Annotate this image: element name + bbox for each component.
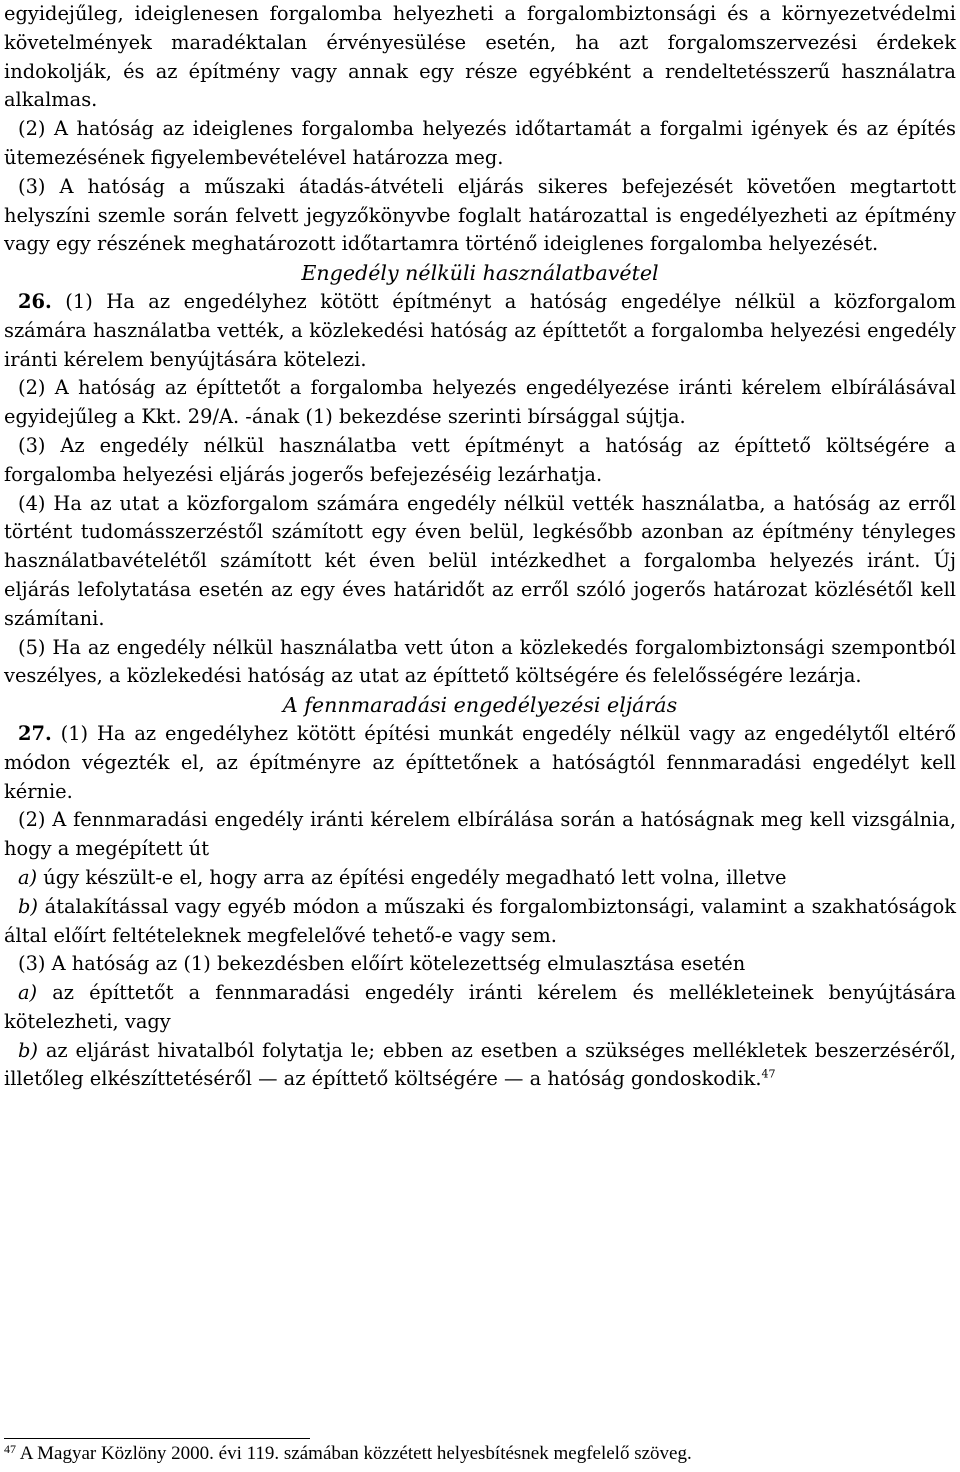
- section-27-point-b: [4, 893, 956, 951]
- point-letter: b): [18, 1038, 38, 1062]
- section-26-paragraph-3: (3) Az engedély nélkül használatba vett építményt a hatóság az építtető költségére a forgalomba helyezési eljárás jogerős befejezéséig lezárhatja.: [4, 433, 956, 486]
- section-heading-unlicensed-use: Engedély nélküli használatbavétel: [301, 261, 659, 286]
- section-26-paragraph-4: (4) Ha az utat a közforgalom számára engedély nélkül vették használatba, a hatóság az erről történt tudomásszerzéstől számított egy éven belül, legkésőbb azonban az építmény tényleges használatbavételétől számított két éven belül intézkedhet a forgalomba helyezés iránt. Új eljárás lefolytatása esetén az egy éves határidőt az erről szóló jogerős határozat közlésétől kell számítani.: [4, 491, 956, 630]
- section-number: 27.: [18, 721, 52, 745]
- section-27-point-a: [4, 864, 956, 893]
- paragraph-2: (2) A hatóság az ideiglenes forgalomba helyezés időtartamát a forgalmi igények és az építés ütemezésének figyelembevételével határozza meg.: [4, 117, 956, 169]
- paragraph-3: (3) A hatóság a műszaki átadás-átvételi eljárás sikeres befejezését követően megtartott helyszíni szemle során felvett jegyzőkönyvbe foglalt határozattal is engedélyezheti az építmény vagy egy részének meghatározott időtartamra történő ideiglenes forgalomba helyezését.: [4, 174, 956, 256]
- section-26-paragraph-1: [4, 288, 956, 374]
- footnote-number: 47: [4, 1442, 16, 1456]
- section-27-paragraph-3: (3) A hatóság az (1) bekezdésben előírt kötelezettség elmulasztása esetén: [18, 952, 746, 976]
- section-27-paragraph-2: (2) A fennmaradási engedély iránti kérelem elbírálása során a hatóságnak meg kell vizsgálnia, hogy a megépített út: [4, 808, 956, 861]
- footnote-text: A Magyar Közlöny 2000. évi 119. számában közzétett helyesbítésnek megfelelő szöveg.: [16, 1443, 692, 1464]
- section-number: 26.: [18, 289, 52, 313]
- point-text: úgy készült-e el, hogy arra az építési engedély megadható lett volna, illetve: [37, 865, 787, 889]
- paragraph-continuation: egyidejűleg, ideiglenesen forgalomba helyezheti a forgalombiztonsági és a környezetvédelmi követelmények maradéktalan érvényesülése esetén, ha azt forgalomszervezési érdekek indokolják, és az építmény vagy annak egy része egyébként a rendeltetésszerű használatra alkalmas.: [4, 2, 956, 112]
- footnote: [4, 1441, 956, 1467]
- footnote-divider: [4, 1438, 310, 1439]
- point-text: az építtetőt a fennmaradási engedély iránti kérelem és mellékleteinek benyújtására kötelezheti, vagy: [4, 981, 956, 1033]
- section-27-point-3b: [4, 1037, 956, 1095]
- paragraph-text: (1) Ha az engedélyhez kötött építményt a hatóság engedélye nélkül a közforgalom számára használatba vették, a közlekedési hatóság az építtetőt a forgalomba helyezési engedély iránti kérelem benyújtására kötelezi.: [4, 289, 956, 371]
- section-27-paragraph-1: [4, 720, 956, 806]
- section-heading-retention-permit: A fennmaradási engedélyezési eljárás: [282, 693, 678, 718]
- point-text: átalakítással vagy egyéb módon a műszaki és forgalombiztonsági, valamint a szakhatóságok által előírt feltételeknek megfelelővé tehető-e vagy sem.: [4, 894, 956, 947]
- footnote-reference[interactable]: 47: [761, 1068, 776, 1082]
- point-letter: a): [18, 865, 38, 889]
- point-text: az eljárást hivatalból folytatja le; ebben az esetben a szükséges mellékletek beszerzéséről, illetőleg elkészíttetéséről — az építtető költségére — a hatóság gondoskodik.: [4, 1038, 956, 1091]
- section-26-paragraph-5: (5) Ha az engedély nélkül használatba vett úton a közlekedés forgalombiztonsági szempontból veszélyes, a közlekedési hatóság az utat az építtető költségére és felelősségére lezárja.: [4, 635, 956, 688]
- point-letter: b): [18, 894, 38, 918]
- section-27-point-3a: [4, 979, 956, 1037]
- document-page: [4, 0, 956, 1094]
- point-letter: a): [18, 981, 38, 1005]
- section-26-paragraph-2: (2) A hatóság az építtetőt a forgalomba helyezés engedélyezése iránti kérelem elbírálásával egyidejűleg a Kkt. 29/A. -ának (1) bekezdése szerinti bírsággal sújtja.: [4, 376, 956, 429]
- paragraph-text: (1) Ha az engedélyhez kötött építési munkát engedély nélkül vagy az engedélytől eltérő módon végezték el, az építményre az építtetőnek a hatóságtól fennmaradási engedélyt kell kérnie.: [4, 721, 956, 803]
